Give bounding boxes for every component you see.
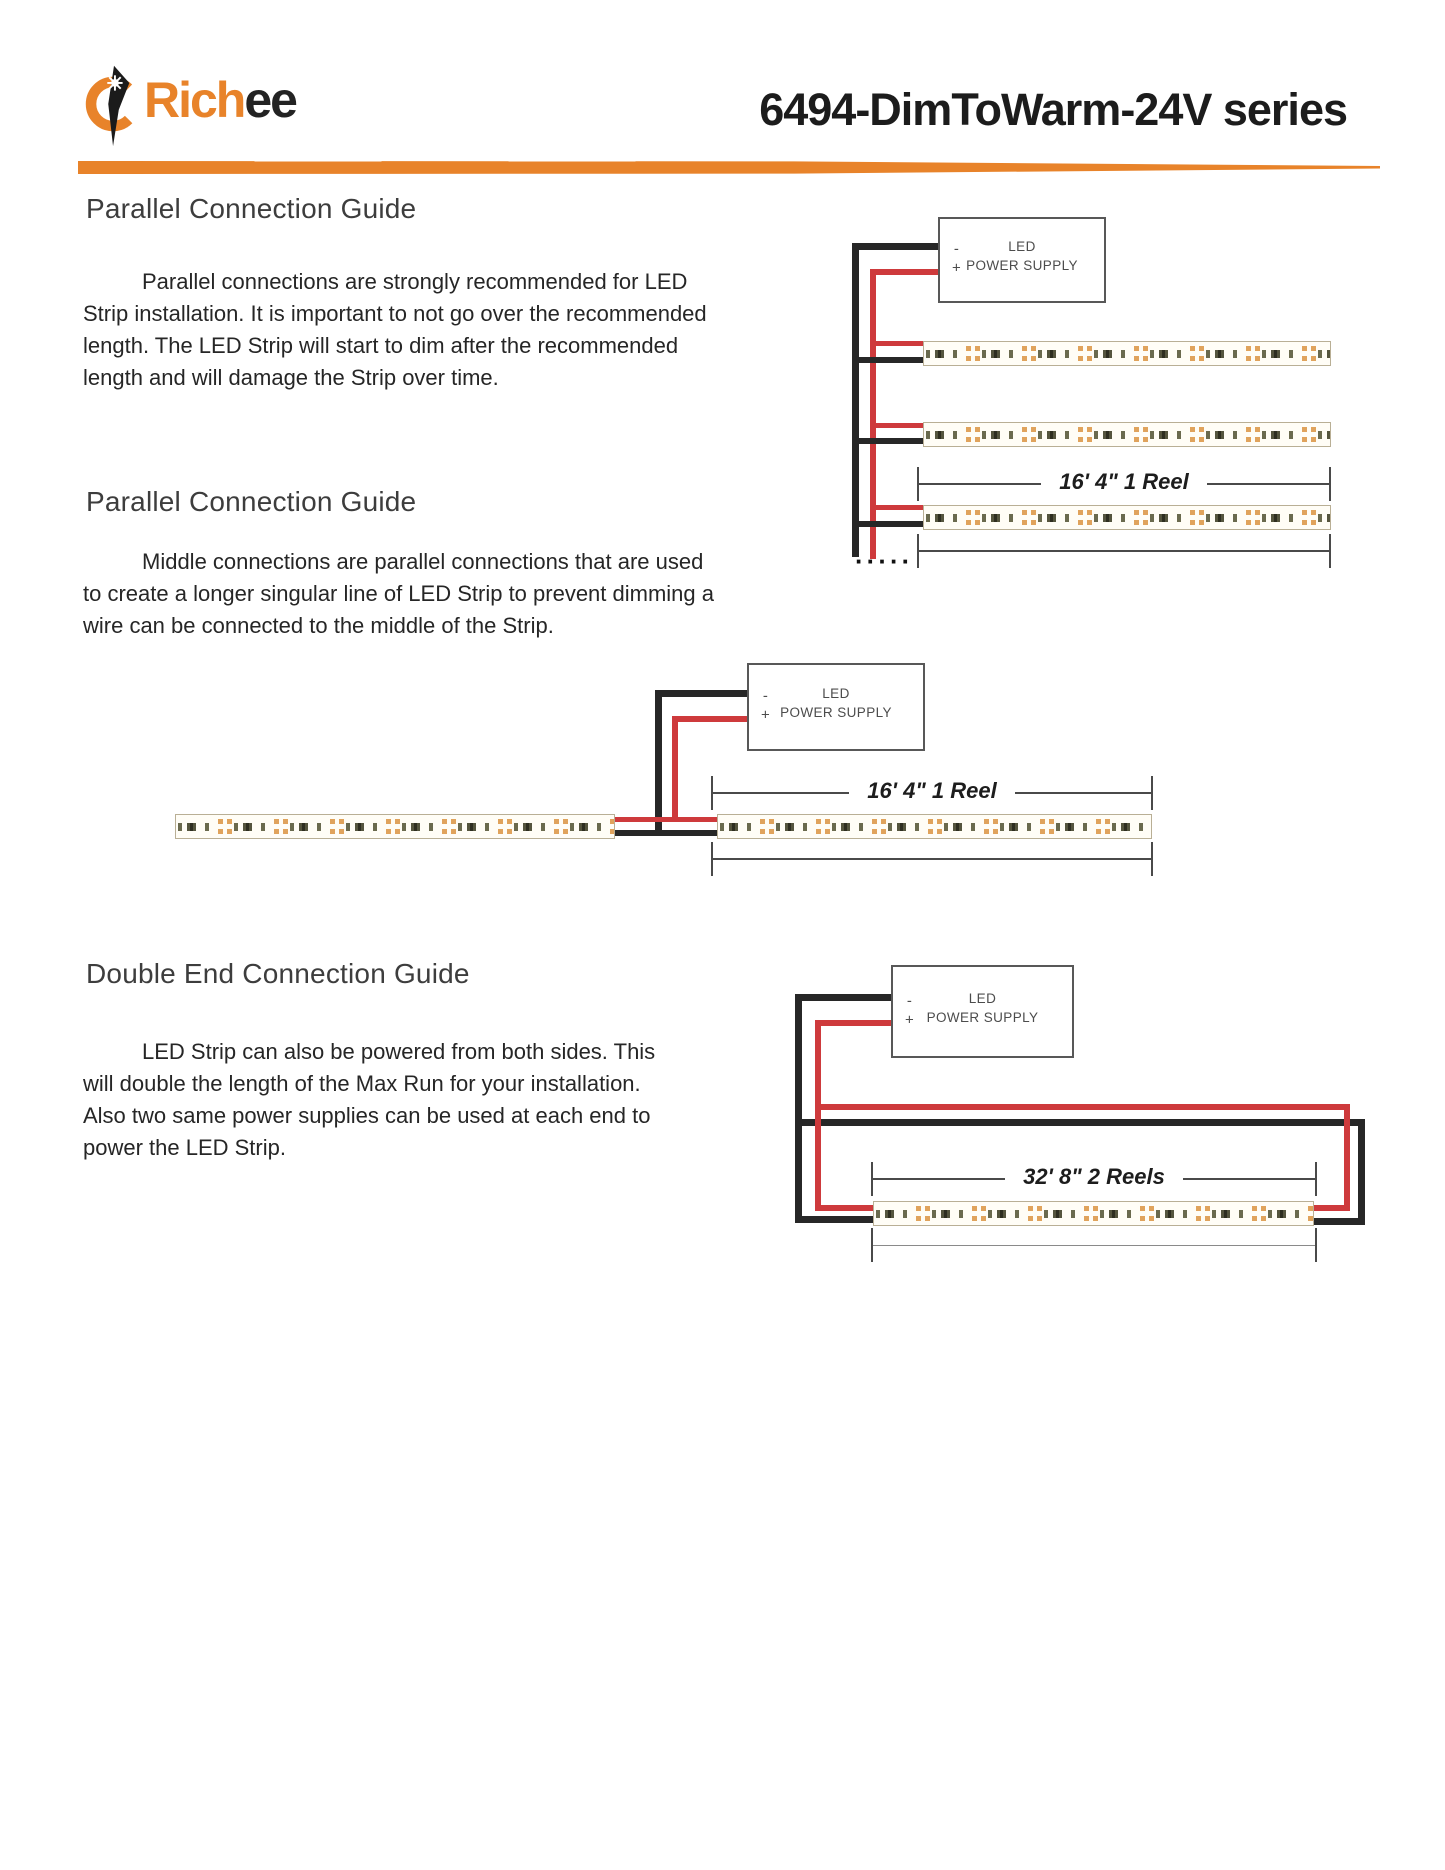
section-heading-parallel: Parallel Connection Guide xyxy=(86,193,417,224)
power-supply-box xyxy=(938,217,1106,303)
wire-negative-right-drop xyxy=(1358,1119,1365,1225)
led-strip-1 xyxy=(923,341,1331,366)
wire-positive-branch-1 xyxy=(872,341,924,346)
dimension-line-reel-3 xyxy=(871,1162,1317,1196)
psu-positive-terminal: + xyxy=(952,259,961,277)
dimension-segment xyxy=(1207,483,1329,485)
led-strip-2 xyxy=(923,422,1331,447)
dimension-tick xyxy=(1329,534,1331,568)
wire-negative-branch-1 xyxy=(852,357,924,363)
wire-positive-left-drop xyxy=(815,1020,821,1211)
section-body-parallel: Parallel connections are strongly recommended for LED Strip installation. It is important to not go over the recommended length. The LED Strip will start to dim after the recommended length and will damage the Strip over time. xyxy=(83,269,707,390)
dimension-tick xyxy=(1151,776,1153,810)
wire-negative-branch-3 xyxy=(852,521,924,527)
wire-negative-feed-3 xyxy=(795,994,893,1001)
section-body-double-end: LED Strip can also be powered from both sides. This will double the length of the Max Run for your installation. Also two same power supplies can be used at each end to power the LED Strip. xyxy=(83,1039,656,1160)
wire-negative-feed-2 xyxy=(655,690,749,697)
psu-label-line1: LED xyxy=(822,686,850,701)
wire-negative-bus xyxy=(852,243,859,557)
section-heading-double-end: Double End Connection Guide xyxy=(86,958,470,989)
led-strip-3 xyxy=(923,505,1331,530)
psu-label-line1: LED xyxy=(1008,239,1036,254)
wire-negative-left-drop xyxy=(795,994,802,1223)
dimension-segment xyxy=(873,1178,1005,1180)
psu-negative-terminal: - xyxy=(762,687,768,705)
power-supply-box xyxy=(891,965,1074,1058)
dimension-segment xyxy=(1015,792,1151,794)
dimension-segment xyxy=(713,792,849,794)
dimension-tick xyxy=(1329,467,1331,501)
dimension-segment xyxy=(713,858,1151,860)
psu-positive-terminal: + xyxy=(905,1010,914,1028)
wire-negative-run xyxy=(795,1119,1365,1126)
power-supply-box xyxy=(747,663,925,751)
wire-positive-right-tail xyxy=(1313,1205,1350,1211)
psu-label-line1: LED xyxy=(968,990,997,1006)
dimension-line-reel-2 xyxy=(711,776,1153,810)
wire-negative-branch-2 xyxy=(852,438,924,444)
dimension-tick xyxy=(1315,1162,1317,1196)
dimension-segment xyxy=(1183,1178,1315,1180)
dimension-segment xyxy=(873,1245,1315,1246)
psu-negative-terminal: - xyxy=(906,991,912,1009)
wire-positive-branch-2 xyxy=(872,423,924,428)
wire-positive-feed-2 xyxy=(672,716,749,722)
psu-label-line2: POWER SUPPLY xyxy=(926,1009,1039,1025)
psu-label-line2: POWER SUPPLY xyxy=(780,705,892,720)
section-heading-middle: Parallel Connection Guide xyxy=(86,486,417,517)
dimension-tick xyxy=(1151,842,1153,876)
dimension-segment xyxy=(919,483,1041,485)
continuation-dots: ····· xyxy=(855,546,914,576)
richee-logo-icon xyxy=(84,60,144,148)
psu-negative-terminal: - xyxy=(953,240,959,258)
wire-negative-feed xyxy=(852,243,940,250)
reel-length-label: 16' 4" 1 Reel xyxy=(867,778,997,803)
wire-positive-right-drop xyxy=(1344,1104,1350,1211)
dimension-line-full xyxy=(917,534,1331,568)
wire-positive-run xyxy=(815,1104,1350,1110)
led-strip-right xyxy=(717,814,1152,839)
wire-positive-branch-3 xyxy=(872,505,924,510)
wire-positive-bus xyxy=(870,269,876,559)
wire-positive-left-tail xyxy=(815,1205,875,1211)
dimension-line-full-2 xyxy=(711,842,1153,876)
reel-length-label: 32' 8" 2 Reels xyxy=(1023,1164,1165,1189)
led-strip-double-end xyxy=(873,1201,1314,1226)
dimension-line-full-3 xyxy=(871,1228,1317,1262)
wire-negative-left-tail xyxy=(795,1216,875,1223)
logo-text-secondary: ee xyxy=(244,72,296,128)
wire-positive-drop-2 xyxy=(672,716,678,822)
page-title: 6494-DimToWarm-24V series xyxy=(759,84,1347,135)
wire-negative-right-tail xyxy=(1313,1218,1365,1225)
psu-label-line2: POWER SUPPLY xyxy=(966,258,1078,273)
richee-logo-text xyxy=(144,72,296,128)
wire-positive-feed-3 xyxy=(815,1020,893,1026)
header-divider-rule xyxy=(78,161,1380,174)
wire-positive-bridge xyxy=(612,817,719,822)
psu-positive-terminal: + xyxy=(761,706,770,724)
reel-length-label: 16' 4" 1 Reel xyxy=(1059,469,1189,494)
led-strip-left xyxy=(175,814,615,839)
wire-positive-feed xyxy=(870,269,940,275)
dimension-segment xyxy=(919,550,1329,552)
dimension-line-reel xyxy=(917,467,1331,501)
dimension-tick xyxy=(1315,1228,1317,1262)
wire-negative-bridge xyxy=(612,830,719,836)
logo-text-primary: Rich xyxy=(144,72,245,128)
wire-negative-drop-2 xyxy=(655,690,662,836)
section-body-middle: Middle connections are parallel connections that are used to create a longer singular line of LED Strip to prevent dimming a wire can be connected to the middle of the Strip. xyxy=(83,549,714,638)
